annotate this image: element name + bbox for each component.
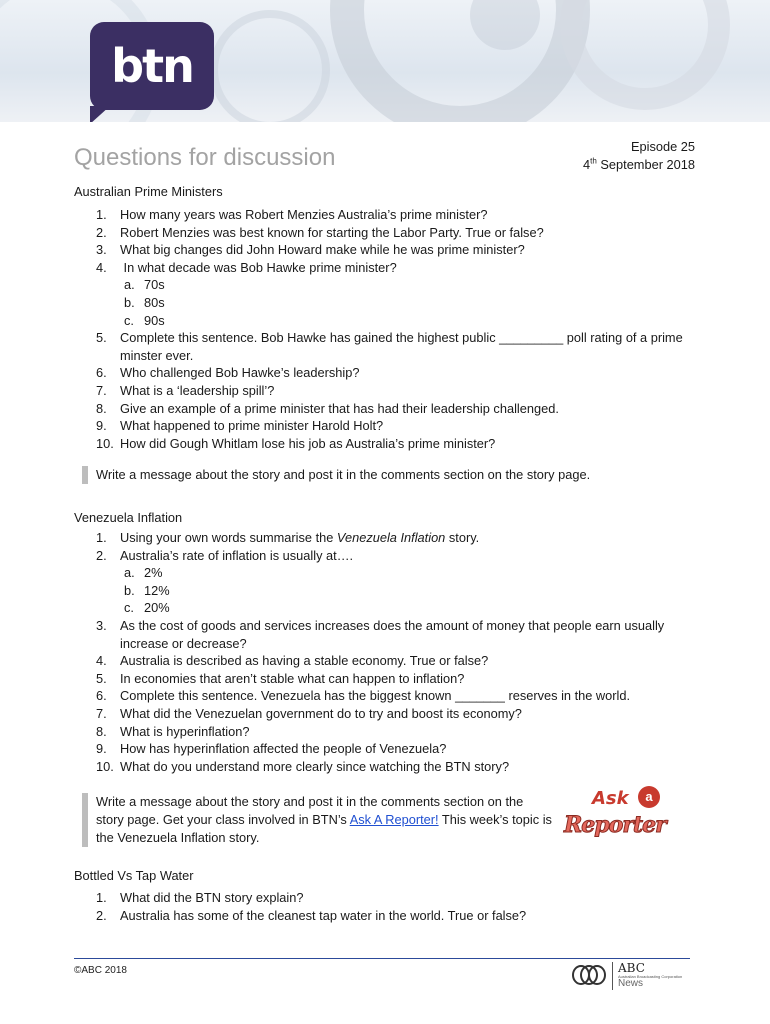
question-list-venezuela xyxy=(96,529,700,775)
banner-decoration xyxy=(560,0,730,110)
question-item: 1. What did the BTN story explain? xyxy=(96,890,304,905)
ask-reporter-callout: Write a message about the story and post it in the comments section on the story page. Get your class involved in BTN’s Ask A Reporter! This week’s topic is the Venezuela Inflation story. xyxy=(82,793,552,847)
question-item: 5. In economies that aren’t stable what can happen to inflation? xyxy=(96,670,465,686)
answer-option: c. 20% xyxy=(124,600,170,616)
ask-a-reporter-logo: Ask a Reporter xyxy=(564,788,666,838)
question-item: 7. What is a ‘leadership spill’? xyxy=(96,382,275,398)
question-item: 2. Australia’s rate of inflation is usually at…. a. 2% b. 12% c. 20% xyxy=(120,547,700,617)
footer-divider xyxy=(74,958,690,959)
episode-number: Episode 25 xyxy=(630,139,695,154)
question-list-prime-ministers xyxy=(96,206,700,452)
ask-a-reporter-link[interactable]: Ask A Reporter! xyxy=(349,812,439,827)
copyright-text: ©ABC 2018 xyxy=(74,965,127,976)
episode-date: 4th September 2018 xyxy=(583,156,695,172)
page-title: Questions for discussion xyxy=(74,144,336,171)
question-item: 9. How has hyperinflation affected the people of Venezuela? xyxy=(96,741,447,757)
question-item: 3. What big changes did John Howard make while he was prime minister? xyxy=(96,242,525,258)
answer-option: b. 80s xyxy=(124,294,165,310)
banner-decoration xyxy=(210,10,330,122)
section-heading-water: Bottled Vs Tap Water xyxy=(74,868,194,883)
question-item: 1. Using your own words summarise the Venezuela Inflation story. xyxy=(96,530,480,545)
question-item: 4. In what decade was Bob Hawke prime minister? a. 70s b. 80s c. 90s xyxy=(120,259,700,329)
question-list-water xyxy=(96,889,700,924)
question-item: 6. Complete this sentence. Venezuela has the biggest known _______ reserves in the world. xyxy=(96,688,631,704)
logo-text: btn xyxy=(111,39,193,93)
question-item: 8. Give an example of a prime minister that has had their leadership challenged. xyxy=(96,400,559,416)
question-item: 10. What do you understand more clearly since watching the BTN story? xyxy=(96,758,510,774)
answer-option: a. 70s xyxy=(124,277,165,293)
comment-callout: Write a message about the story and post it in the comments section on the story page. xyxy=(82,466,682,484)
question-item: 6. Who challenged Bob Hawke’s leadership? xyxy=(96,365,360,381)
banner-decoration xyxy=(330,0,590,122)
question-item: 5. Complete this sentence. Bob Hawke has gained the highest public _________ poll rating of a prime minster ever. xyxy=(96,330,683,363)
answer-options xyxy=(120,276,700,329)
btn-logo xyxy=(90,22,214,110)
logo-tail xyxy=(90,106,110,122)
abc-news-logo: ABC Australian Broadcasting Corporation News xyxy=(572,962,692,990)
answer-option: b. 12% xyxy=(124,582,170,598)
question-item: 3. As the cost of goods and services increases does the amount of money that people earn usually increase or decrease? xyxy=(96,617,665,651)
section-heading-prime-ministers: Australian Prime Ministers xyxy=(74,184,223,199)
answer-option: c. 90s xyxy=(124,312,165,328)
episode-info xyxy=(583,138,695,174)
section-heading-venezuela: Venezuela Inflation xyxy=(74,510,183,525)
question-item: 2. Robert Menzies was best known for starting the Labor Party. True or false? xyxy=(96,224,544,240)
abc-lissajous-icon xyxy=(572,964,606,986)
logo-divider xyxy=(612,962,613,990)
question-item: 7. What did the Venezuelan government do to try and boost its economy? xyxy=(96,705,522,721)
question-item: 10. How did Gough Whitlam lose his job as Australia’s prime minister? xyxy=(96,435,496,451)
answer-option: a. 2% xyxy=(124,565,163,581)
question-item: 1. How many years was Robert Menzies Australia’s prime minister? xyxy=(96,207,488,222)
header-banner xyxy=(0,0,770,122)
question-item: 9. What happened to prime minister Harold Holt? xyxy=(96,418,384,434)
answer-options xyxy=(120,564,700,617)
question-item: 4. Australia is described as having a stable economy. True or false? xyxy=(96,653,489,669)
question-item: 2. Australia has some of the cleanest tap water in the world. True or false? xyxy=(96,907,527,923)
question-item: 8. What is hyperinflation? xyxy=(96,723,250,739)
